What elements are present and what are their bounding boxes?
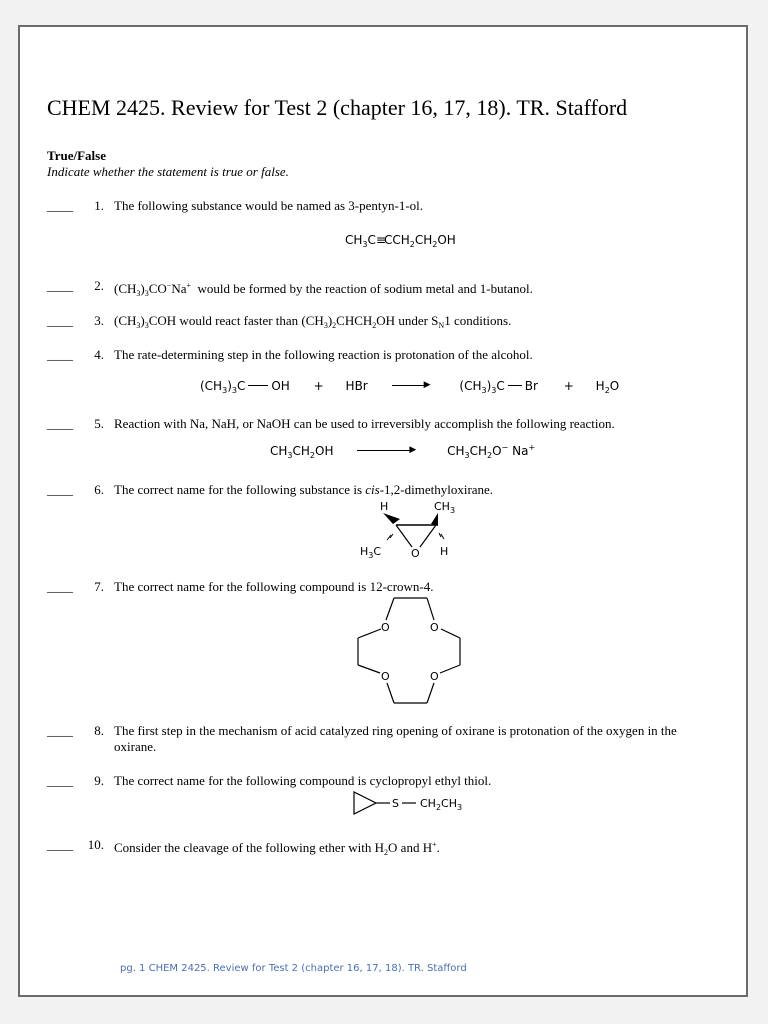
question-number: 8.: [94, 723, 104, 738]
svg-text:O: O: [430, 670, 439, 683]
answer-blank[interactable]: ____: [47, 198, 73, 213]
document-page: [18, 25, 748, 997]
answer-blank[interactable]: ____: [47, 837, 73, 852]
question-number: 7.: [94, 579, 104, 594]
question-number: 2.: [94, 278, 104, 293]
svg-text:CH2CH3: $CH_2CH_3$: [420, 797, 463, 812]
question-number: 3.: [94, 313, 104, 328]
question-text: The correct name for the following compound is cyclopropyl ethyl thiol.: [114, 773, 492, 788]
answer-blank[interactable]: ____: [47, 482, 73, 497]
answer-blank[interactable]: ____: [47, 723, 73, 738]
question-text: The correct name for the following compound is 12-crown-4.: [114, 579, 434, 594]
dimethyloxirane-structure: [350, 497, 470, 563]
svg-text:H3C: $H_3C$: [360, 545, 382, 560]
svg-text:S: S: [392, 797, 399, 810]
12-crown-4-structure: [350, 595, 470, 707]
svg-text:O: O: [381, 621, 390, 634]
question-number: 6.: [94, 482, 104, 497]
answer-blank[interactable]: ____: [47, 773, 73, 788]
svg-text:CH3: $CH_3$: [434, 500, 456, 515]
page-title: CHEM 2425. Review for Test 2 (chapter 16, 17, 18). TR. Stafford: [47, 95, 628, 120]
instructions: Indicate whether the statement is true or false.: [47, 164, 289, 179]
svg-text:O: O: [430, 621, 439, 634]
question-text: The first step in the mechanism of acid catalyzed ring opening of oxirane is protonation of the oxygen in the oxirane.: [114, 723, 677, 754]
question-text: Reaction with Na, NaH, or NaOH can be used to irreversibly accomplish the following reaction.: [114, 416, 615, 431]
question-text: The correct name for the following substance is cis-1,2-dimethyloxirane.: [114, 482, 494, 497]
svg-text:H: H: [440, 545, 449, 558]
question-number: 9.: [94, 773, 104, 788]
reaction-ethanol-ethoxide: $CH_3CH_2OH$ ▶ $CH_3CH_2O^-$ Na+: [270, 443, 536, 460]
question-number: 4.: [94, 347, 104, 362]
svg-text:O: O: [411, 547, 420, 560]
question-text: $(CH_3)_3CO^-Na^+$ would be formed by the reaction of sodium metal and 1-butanol.: [114, 281, 533, 298]
svg-text:H: H: [380, 500, 389, 513]
question-text: The following substance would be named as 3-pentyn-1-ol.: [114, 198, 424, 213]
question-number: 5.: [94, 416, 104, 431]
question-text: The rate-determining step in the following reaction is protonation of the alcohol.: [114, 347, 533, 362]
structure-3-pentyn-1-ol: $CH_3C\equiv CCH_2CH_2OH$: [345, 233, 456, 249]
answer-blank[interactable]: ____: [47, 278, 73, 293]
question-number: 1.: [94, 198, 104, 213]
question-number: 10.: [87, 837, 104, 852]
page-footer: pg. 1 CHEM 2425. Review for Test 2 (chapter 16, 17, 18). TR. Stafford: [120, 963, 467, 974]
cyclopropyl-ethyl-sulfide-structure: [350, 789, 480, 819]
answer-blank[interactable]: ____: [47, 313, 73, 328]
answer-blank[interactable]: ____: [47, 347, 73, 362]
svg-text:O: O: [381, 670, 390, 683]
question-text: $(CH_3)_3COH$ would react faster than $(CH_3)_2CHCH_2OH$ under $S_N1$ conditions.: [114, 313, 512, 330]
answer-blank[interactable]: ____: [47, 416, 73, 431]
question-text: Consider the cleavage of the following ether with $H_2O$ and H+.: [114, 840, 440, 857]
answer-blank[interactable]: ____: [47, 579, 73, 594]
reaction-tbutanol-hbr: $(CH_3)_3C$ OH + HBr ▶ $(CH_3)_3C$ $Br + H_2O$: [200, 379, 620, 395]
section-heading: True/False: [47, 148, 106, 163]
